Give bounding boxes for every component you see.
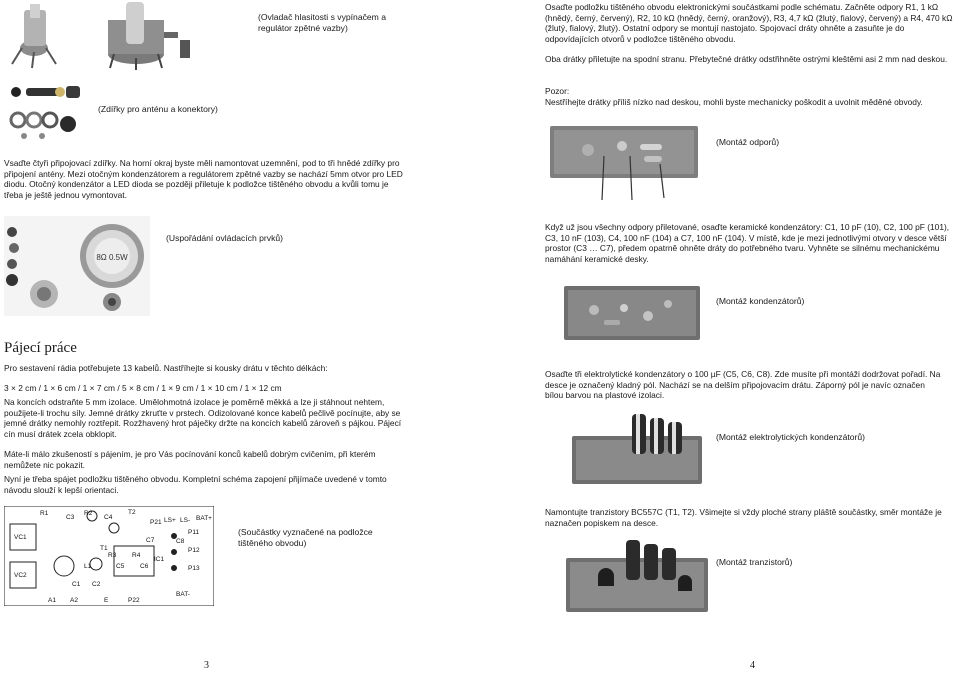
pcb-label-p13: P13	[188, 565, 200, 572]
page-number-left: 3	[204, 660, 209, 671]
pcb-labels-diagram	[4, 506, 214, 606]
transistors-photo	[566, 536, 708, 616]
pcb-label-c5: C5	[116, 563, 125, 570]
pcb-label-bat-plus: BAT+	[196, 515, 212, 522]
pcb-label-vc2: VC2	[14, 572, 27, 579]
paragraph-transistors: Namontujte tranzistory BC557C (T1, T2). Všimejte si vždy ploché strany pláště součástky, směr montáže je naznačen popiskem na desce.	[545, 507, 942, 528]
paragraph-practice: Máte-li málo zkušeností s pájením, je pro Vás pocínování konců kabelů dobrým cvičením, při kterém nemůžete nic pokazit.	[4, 449, 376, 470]
caption-capacitors: (Montáž kondenzátorů)	[716, 296, 805, 306]
pcb-label-l1: L1	[84, 563, 92, 570]
potentiometer-photo	[4, 2, 236, 70]
paragraph-soldering-wires: Oba drátky přiletujte na spodní stranu. Přebytečné drátky odstřihněte ostrými kleštěmi asi 2 mm nad deskou.	[545, 54, 948, 64]
pcb-label-c4: C4	[104, 514, 113, 521]
paragraph-pcb: Nyní je třeba spájet podložku tištěného obvodu. Kompletní schéma zapojení přijímače uvedené v tomto návodu slouží k lepší orientaci.	[4, 474, 387, 495]
caption-electrolytic: (Montáž elektrolytických kondenzátorů)	[716, 432, 866, 442]
caption-sockets: (Zdířky pro anténu a konektory)	[98, 104, 218, 114]
speaker-label: 8Ω 0.5W	[96, 253, 128, 262]
paragraph-electrolytic: Osaďte tři elektrolytické kondenzátory o 100 µF (C5, C6, C8). Zde musíte při montáži dodržovat pořadí. Na desce je označený kladný pól. Nachází se na delším připojovacím drátu. Záporný pól je navíc označen bílou barvou na plastové izolaci.	[545, 369, 941, 400]
paragraph-resistors: Osaďte podložku tištěného obvodu elektronickými součástkami podle schématu. Začněte odpory R1, 1 kΩ (hnědý, černý, červený), R2, 10 kΩ (hnědý, černý, oranžový), R3, 4,7 kΩ (žlutý, fialový, červený) a R4, 470 kΩ (žlutý, fialový, žlutý). Ostatní odpory se montují nastojato. Spojovací dráty ohněte a zasuňte je do odpovídajících otvorů v podložce tištěného obvodu.	[545, 2, 953, 44]
pcb-label-r2: R2	[84, 510, 93, 517]
pcb-label-c6: C6	[140, 563, 149, 570]
resistors-photo	[548, 120, 700, 202]
pcb-label-p21: P21	[150, 519, 162, 526]
pcb-label-t2: T2	[128, 509, 136, 516]
caption-pcb-labels: (Součástky vyznačené na podložce tištěného obvodu)	[238, 527, 373, 548]
warning-text: Nestříhejte drátky příliš nízko nad deskou, mohli byste mechanicky poškodit a uvolnit měděné obvody.	[545, 96, 923, 107]
pcb-label-a2: A2	[70, 597, 78, 604]
paragraph-cable-lengths: 3 × 2 cm / 1 × 6 cm / 1 × 7 cm / 5 × 8 cm / 1 × 9 cm / 1 × 10 cm / 1 × 12 cm	[4, 383, 282, 393]
paragraph-cable-count: Pro sestavení rádia potřebujete 13 kabelů. Nastříhejte si kousky drátu v těchto délkách:	[4, 363, 328, 373]
warning-block	[545, 86, 955, 107]
pcb-label-p12: P12	[188, 547, 200, 554]
pcb-label-ls-minus: LS-	[180, 517, 191, 524]
capacitors-photo	[564, 280, 700, 344]
pcb-label-c8: C8	[176, 538, 185, 545]
sockets-photo	[4, 84, 86, 142]
pcb-label-r4: R4	[132, 552, 141, 559]
sockets-paragraph: Vsaďte čtyři připojovací zdířky. Na horní okraj byste měli namontovat uzemnění, pod to tři hnědé zdířky pro připojení antény. Mezi otočným kondenzátorem a regulátorem zpětné vazby se nachází 5mm otvor pro LED diodu. Otočný kondenzátor a LED dioda se později přiletuje k podložce tištěného obvodu a kvůli tomu je třeba je ještě jednou vymontovat.	[4, 158, 403, 200]
pcb-label-ls-plus: LS+	[164, 517, 176, 524]
pcb-label-c3: C3	[66, 514, 75, 521]
pcb-label-vc1: VC1	[14, 534, 27, 541]
section-heading: Pájecí práce	[4, 340, 77, 356]
pcb-label-c2: C2	[92, 581, 101, 588]
pcb-label-p11: P11	[188, 529, 200, 536]
pcb-label-c7: C7	[146, 537, 155, 544]
pcb-label-t1: T1	[100, 545, 108, 552]
paragraph-stripping: Na koncích odstraňte 5 mm izolace. Umělohmotná izolace je poměrně měkká a lze ji stáhnout nehtem, použijete-li trochu síly. Jemné drátky zkruťte v prstech. Odizolované konce kabelů pečlivě pocínujte, aby se jemné drátky nemohly roztřepit. Rozžhavený hrot páječky držte na koncích kabelů zároveň s pájkou. Pájecí cín musí drátek zcela obklopit.	[4, 397, 402, 439]
caption-potentiometer: (Ovladač hlasitosti s vypínačem a regulátor zpětné vazby)	[258, 12, 387, 33]
paragraph-ceramic-capacitors: Když už jsou všechny odpory přiletované, osaďte keramické kondenzátory: C1, 10 pF (10), C2, 100 pF (101), C3, 10 nF (103), C4, 100 nF (104) a C7, 100 nF (104). V místě, kde je mezi jednotlivými otvory v desce větší prostor (C3 … C7), předem opatrně ohněte dráty do potřebného tvaru. Vyhněte se silnému mechanickému namáhání keramické desky.	[545, 222, 950, 264]
electrolytic-photo	[572, 412, 702, 488]
pcb-label-p22: P22	[128, 597, 140, 604]
pcb-label-r1: R1	[40, 510, 49, 517]
controls-photo	[4, 216, 150, 316]
caption-controls: (Uspořádání ovládacích prvků)	[166, 233, 284, 243]
pcb-label-r3: R3	[108, 552, 117, 559]
pcb-label-bat-minus: BAT-	[176, 591, 190, 598]
pcb-label-c1: C1	[72, 581, 81, 588]
page-number-right: 4	[750, 660, 755, 671]
pcb-label-a1: A1	[48, 597, 56, 604]
caption-transistors: (Montáž tranzistorů)	[716, 557, 793, 567]
pcb-label-e: E	[104, 597, 109, 604]
pcb-label-ic1: IC1	[154, 556, 165, 563]
warning-title: Pozor:	[545, 86, 570, 96]
caption-resistors: (Montáž odporů)	[716, 137, 780, 147]
